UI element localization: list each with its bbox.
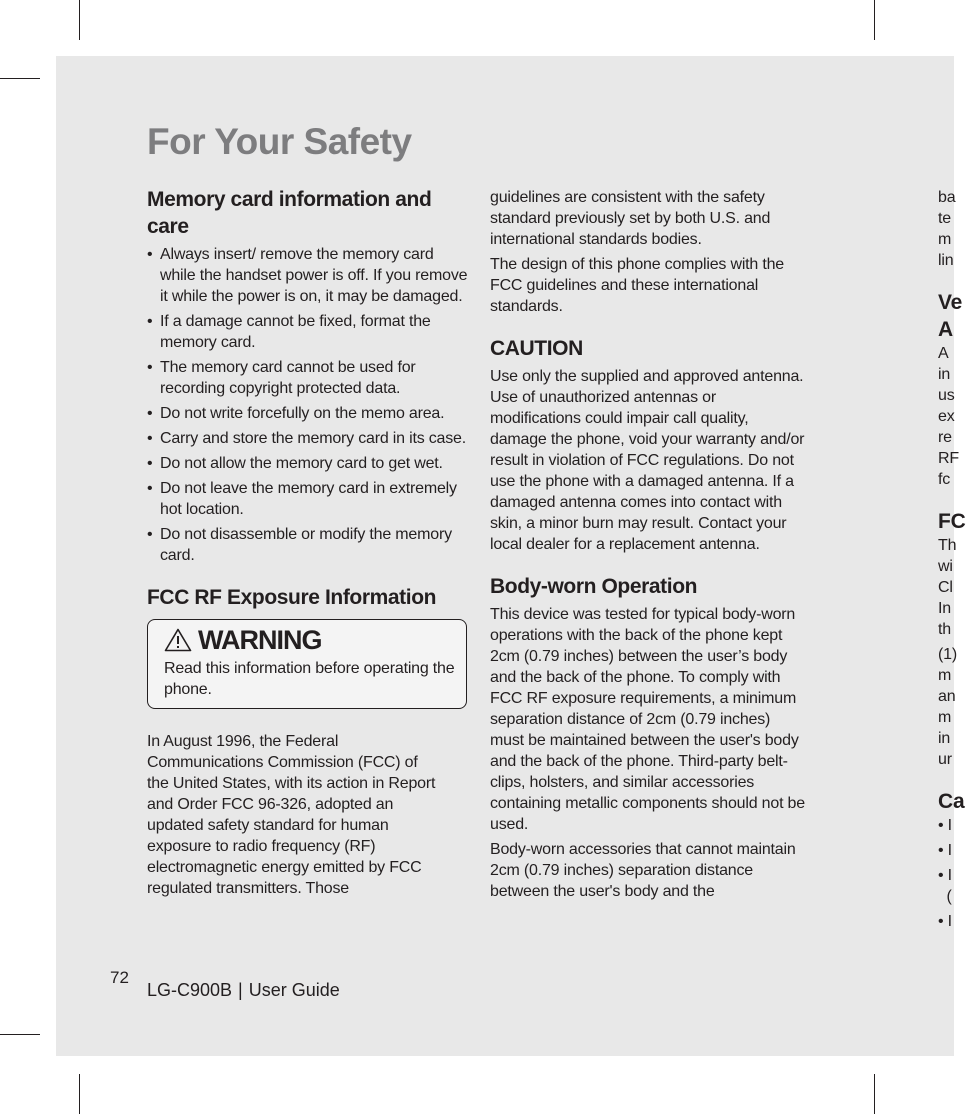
- design-compliance-paragraph: The design of this phone complies with the FCC guidelines and these international standards.: [490, 256, 784, 315]
- list-item: • Always insert/ remove the memory card while the handset power is off. If you remove it while the power is on, it may be damaged.: [147, 244, 469, 307]
- cropped-line: Cl: [938, 579, 953, 596]
- list-item: • Carry and store the memory card in its case.: [147, 428, 469, 449]
- cropped-line: A: [938, 345, 949, 362]
- cropped-line: ba: [938, 189, 956, 206]
- guidelines-paragraph: guidelines are consistent with the safety standard previously set by both U.S. and international standards bodies.: [490, 189, 771, 248]
- footer-separator: |: [238, 980, 243, 1000]
- page-number: 72: [110, 968, 129, 987]
- cropped-heading: Ve: [938, 291, 963, 314]
- warning-box: [147, 619, 467, 709]
- cropped-line: wi: [938, 558, 953, 575]
- cropped-heading: Ca: [938, 790, 965, 813]
- body-worn-heading: Body-worn Operation: [490, 575, 698, 598]
- spacer: [938, 770, 954, 788]
- crop-mark-bottom-left: [79, 1074, 80, 1114]
- warning-text: Read this information before operating the phone.: [164, 660, 455, 698]
- footer-guide: User Guide: [248, 980, 340, 1000]
- cropped-line: lin: [938, 252, 954, 269]
- column-1: [147, 186, 469, 903]
- cropped-line: m: [938, 667, 952, 684]
- footer-model: LG-C900B: [147, 980, 233, 1000]
- cropped-line: in: [938, 730, 951, 747]
- cropped-line: • I: [938, 913, 952, 930]
- cropped-line: In: [938, 600, 951, 617]
- cropped-line: m: [938, 231, 952, 248]
- warning-triangle-icon: [164, 628, 192, 652]
- spacer: [938, 490, 954, 508]
- cropped-line: re: [938, 429, 952, 446]
- crop-mark-bottom-right: [874, 1074, 875, 1114]
- cropped-line: RF: [938, 450, 959, 467]
- column-2: [490, 187, 806, 906]
- cropped-line: us: [938, 387, 955, 404]
- cropped-line: ur: [938, 751, 952, 768]
- cropped-line: • I: [938, 842, 952, 859]
- page-title: For Your Safety: [147, 121, 412, 162]
- cropped-line: te: [938, 210, 951, 227]
- footer-label: [147, 980, 340, 1001]
- cropped-line: (1): [938, 646, 957, 663]
- list-item: • Do not leave the memory card in extremely hot location.: [147, 478, 469, 520]
- cropped-line: ex: [938, 408, 955, 425]
- cropped-line: m: [938, 709, 952, 726]
- column-3-cropped: [938, 187, 966, 932]
- memory-card-bullet-list: [147, 244, 469, 566]
- cropped-line: (: [938, 888, 952, 905]
- cropped-line: in: [938, 366, 951, 383]
- cropped-heading: A: [938, 318, 953, 341]
- body-worn-paragraph-2: Body-worn accessories that cannot maintain 2cm (0.79 inches) separation distance between the user's body and the: [490, 841, 796, 900]
- spacer: [938, 271, 954, 289]
- cropped-line: • I: [938, 867, 952, 884]
- cropped-line: • I: [938, 817, 952, 834]
- caution-paragraph: Use only the supplied and approved antenna. Use of unauthorized antennas or modifications could impair call quality, damage the phone, void your warranty and/or result in violation of FCC regulations. Do not use the phone with a damaged antenna. If a damaged antenna comes into contact with skin, a minor burn may result. Contact your local dealer for a replacement antenna.: [490, 368, 805, 553]
- fcc-rf-heading: FCC RF Exposure Information: [147, 586, 437, 609]
- caution-heading: CAUTION: [490, 337, 583, 360]
- list-item: • Do not disassemble or modify the memory card.: [147, 524, 469, 566]
- crop-mark-top-left: [79, 0, 80, 40]
- cropped-line: Th: [938, 537, 957, 554]
- fcc-intro-paragraph: In August 1996, the Federal Communications Commission (FCC) of the United States, with its action in Report and Order FCC 96-326, adopted an updated safety standard for human exposure to radio frequency (RF) electromagnetic energy emitted by FCC regulated transmitters. Those: [147, 733, 436, 897]
- body-worn-paragraph-1: This device was tested for typical body-worn operations with the back of the phone kept 2cm (0.79 inches) between the user’s body and the back of the phone. To comply with FCC RF exposure requirements, a minimum separation distance of 2cm (0.79 inches) must be maintained between the user's body and the back of the phone. Third-party belt-clips, holsters, and similar accessories containing metallic components should not be used.: [490, 606, 805, 833]
- cropped-line: an: [938, 688, 956, 705]
- list-item: • Do not allow the memory card to get wet.: [147, 453, 469, 474]
- cropped-heading: FC: [938, 510, 966, 533]
- cropped-line: th: [938, 621, 951, 638]
- crop-mark-left-top: [0, 78, 40, 79]
- cropped-line: fc: [938, 471, 951, 488]
- warning-label: WARNING: [198, 625, 322, 655]
- list-item: • The memory card cannot be used for recording copyright protected data.: [147, 357, 469, 399]
- list-item: • If a damage cannot be fixed, format the memory card.: [147, 311, 469, 353]
- memory-card-heading: Memory card information and care: [147, 188, 432, 238]
- crop-mark-top-right: [874, 0, 875, 40]
- warning-header: [164, 626, 456, 654]
- list-item: • Do not write forcefully on the memo area.: [147, 403, 469, 424]
- crop-mark-left-bottom: [0, 1034, 40, 1035]
